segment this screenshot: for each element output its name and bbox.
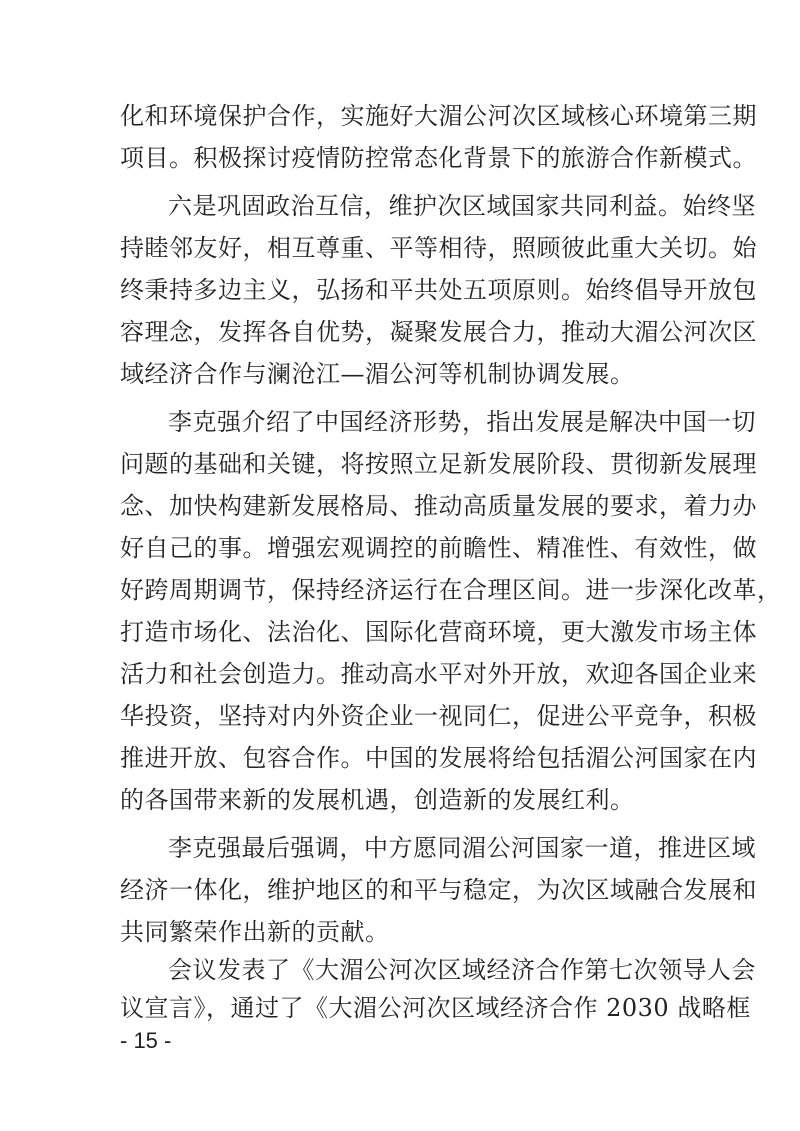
paragraph-first-line: 会议发表了《大湄公河次区域经济合作第七次领导人会 (168, 956, 756, 984)
paragraph-first-line: 李克强最后强调，中方愿同湄公河国家一道，推进区域 (168, 834, 756, 862)
text-line: 打造市场化、法治化、国际化营商环境，更大激发市场主体 (120, 618, 757, 646)
text-line: 终秉持多边主义，弘扬和平共处五项原则。始终倡导开放包 (120, 276, 757, 304)
text-line: 好自己的事。增强宏观调控的前瞻性、精准性、有效性，做 (120, 534, 757, 562)
text-line: 的各国带来新的发展机遇，创造新的发展红利。 (120, 786, 635, 814)
text-line: 好跨周期调节，保持经济运行在合理区间。进一步深化改革， (120, 576, 782, 604)
text-line: 华投资，坚持对内外资企业一视同仁，促进公平竞争，积极 (120, 702, 757, 730)
text-line: 域经济合作与澜沧江—湄公河等机制协调发展。 (120, 360, 635, 388)
page-number: - 15 - (120, 1028, 172, 1053)
paragraph-first-line: 李克强介绍了中国经济形势，指出发展是解决中国一切 (168, 408, 756, 436)
text-line: 问题的基础和关键，将按照立足新发展阶段、贯彻新发展理 (120, 450, 757, 478)
text-line: 持睦邻友好，相互尊重、平等相待，照顾彼此重大关切。始 (120, 234, 757, 262)
text-line: 推进开放、包容合作。中国的发展将给包括湄公河国家在内 (120, 744, 757, 772)
text-line: 议宣言》，通过了《大湄公河次区域经济合作 2030 战略框 (120, 994, 751, 1022)
text-line: 共同繁荣作出新的贡献。 (120, 918, 390, 946)
text-line: 项目。积极探讨疫情防控常态化背景下的旅游合作新模式。 (120, 144, 757, 172)
text-line: 念、加快构建新发展格局、推动高质量发展的要求，着力办 (120, 492, 757, 520)
text-line: 容理念，发挥各自优势，凝聚发展合力，推动大湄公河次区 (120, 318, 757, 346)
text-line: 化和环境保护合作，实施好大湄公河次区域核心环境第三期 (120, 102, 757, 130)
paragraph-first-line: 六是巩固政治互信，维护次区域国家共同利益。始终坚 (168, 192, 756, 220)
text-line: 活力和社会创造力。推动高水平对外开放，欢迎各国企业来 (120, 660, 757, 688)
text-line: 经济一体化，维护地区的和平与稳定，为次区域融合发展和 (120, 876, 757, 904)
